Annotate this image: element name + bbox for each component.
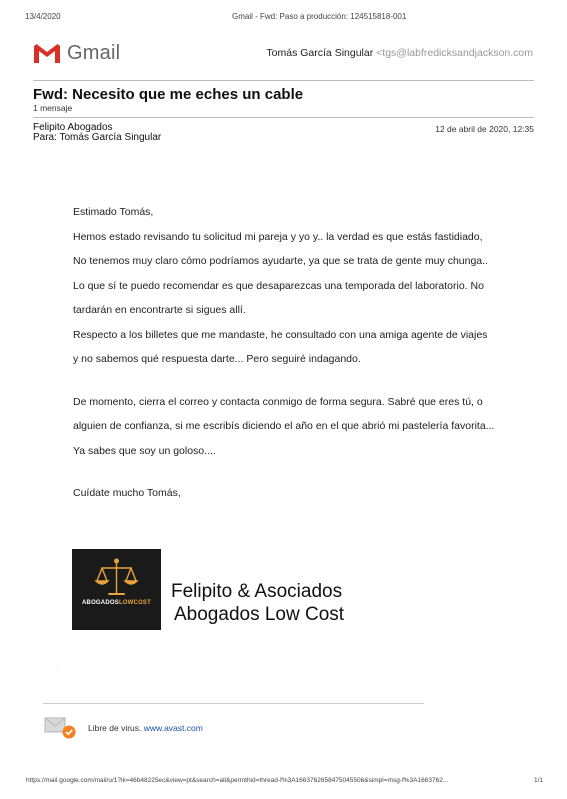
body-line: De momento, cierra el correo y contacta conmigo de forma segura. Sabré que eres tú, o — [73, 395, 483, 408]
avast-banner — [44, 717, 203, 739]
body-line: No tenemos muy claro cómo podríamos ayudarte, ya que se trata de gente muy chunga.. — [73, 255, 488, 267]
subject-divider — [33, 117, 534, 118]
scales-of-justice-icon — [72, 553, 161, 603]
body-line: Ya sabes que soy un goloso.... — [73, 444, 216, 457]
body-line: Cuídate mucho Tomás, — [73, 487, 181, 499]
message-count: 1 mensaje — [33, 103, 73, 113]
account-info — [266, 47, 533, 59]
header-divider — [33, 80, 534, 81]
print-date: 13/4/2020 — [25, 12, 61, 21]
tracking-pixel: · — [57, 664, 60, 671]
body-line: Estimado Tomás, — [73, 206, 154, 218]
print-footer-url: https://mail.google.com/mail/u/1?ik=46b48225ec&view=pt&search=all&permthid=thread-f%3A1663762658475045506&simpl=msg-f%3A1663762... — [26, 777, 449, 784]
signature-name — [171, 580, 344, 626]
avast-link[interactable]: www.avast.com — [143, 723, 203, 733]
body-line: Respecto a los billetes que me mandaste, he consultado con una amiga agente de viajes — [73, 328, 488, 341]
body-line: alguien de confianza, si me escribís diciendo el año en el que abrió mi pastelería favorita... — [73, 420, 495, 432]
message-sender: Felipito Abogados — [33, 122, 113, 133]
body-line: Hemos estado revisando tu solicitud mi pareja y yo y.. la verdad es que estás fastidiado, — [73, 230, 483, 243]
gmail-logo-icon — [33, 43, 61, 64]
account-email: <tgs@labfredicksandjackson.com — [376, 47, 533, 59]
body-line: y no sabemos qué respuesta darte... Pero seguiré indagando. — [73, 353, 361, 365]
message-body — [73, 200, 533, 506]
message-date: 12 de abril de 2020, 12:35 — [435, 124, 534, 134]
body-line: tardarán en encontrarte si sigues allí. — [73, 304, 246, 316]
avast-text — [88, 723, 203, 733]
signature-line-2: Abogados Low Cost — [174, 604, 345, 625]
message-recipient: Para: Tomás García Singular — [33, 132, 162, 143]
avast-label: Libre de virus. — [88, 723, 142, 733]
account-name: Tomás García Singular — [266, 47, 374, 59]
logo-text-part-a: ABOGADOS — [82, 600, 119, 606]
thread-subject: Fwd: Necesito que me eches un cable — [33, 86, 304, 103]
print-footer-page: 1/1 — [533, 777, 543, 784]
logo-text-part-b: LOWCOST — [118, 600, 151, 606]
body-line: Lo que sí te puedo recomendar es que desaparezcas una temporada del laboratorio. No — [73, 279, 484, 292]
gmail-wordmark: Gmail — [67, 42, 121, 64]
signature-logo-text — [72, 600, 161, 606]
avast-mail-icon — [44, 717, 76, 739]
print-title: Gmail - Fwd: Paso a producción: 124515818-001 — [232, 12, 407, 21]
avast-divider — [43, 703, 424, 704]
gmail-logo[interactable] — [33, 42, 120, 65]
signature-line-1: Felipito & Asociados — [171, 581, 343, 602]
paragraph-gap — [73, 372, 533, 390]
signature-logo — [72, 549, 161, 630]
paragraph-gap — [73, 463, 533, 481]
